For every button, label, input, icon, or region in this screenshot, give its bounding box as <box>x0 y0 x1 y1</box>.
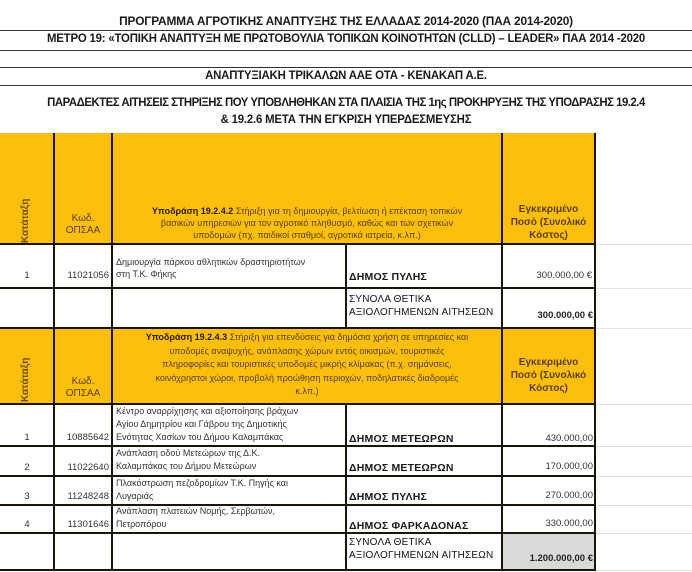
description-line: Ανάπλαση πλατειών Νομής, Σερβωτών, <box>116 506 276 516</box>
amount-cell: 170.000,00 <box>545 461 593 472</box>
rank-cell: 3 <box>24 491 30 502</box>
totals-label-line2: ΑΞΙΟΛΟΓΗΜΕΝΩΝ ΑΙΤΗΣΕΩΝ <box>349 550 494 561</box>
amount-header-line3: Κόστος) <box>529 383 568 394</box>
border-line <box>0 445 596 447</box>
doc-title-line1: ΠΡΟΓΡΑΜΜΑ ΑΓΡΟΤΙΚΗΣ ΑΝΑΠΤΥΞΗΣ ΤΗΣ ΕΛΛΑΔΑΣ 2014-2020 (ΠΑΑ 2014-2020) <box>119 14 573 28</box>
rank-cell: 4 <box>24 519 30 530</box>
amount-header-line1: Εγκεκριμένο <box>518 357 579 368</box>
organization-name: ΑΝΑΠΤΥΞΙΑΚΗ ΤΡΙΚΑΛΩΝ ΑΑΕ ΟΤΑ - ΚΕΝΑΚΑΠ Α.Ε. <box>205 70 487 82</box>
subaction-code: Υποδράση 19.2.4.2 <box>151 206 234 216</box>
doc-title-line2: ΜΕΤΡΟ 19: «ΤΟΠΙΚΗ ΑΝΑΠΤΥΞΗ ΜΕ ΠΡΩΤΟΒΟΥΛΙΑ ΤΟΠΙΚΩΝ ΚΟΙΝΟΤΗΤΩΝ (CLLD) – LEADER» ΠΑΑ 2014 -2020 <box>46 33 646 45</box>
description-line: Πετροπόρου <box>116 519 167 529</box>
subaction-desc-line: υποδομές αναψυχής, ανάπλασης χώρων εντός οικισμών, τουριστικές <box>169 345 445 356</box>
code-cell: 11022640 <box>67 462 109 473</box>
subaction-desc-line: πληροφορίες και τουριστικές υποδομές μικρής κλίμακας (π.χ. σημάνσεις, <box>162 359 452 369</box>
border-line <box>0 504 596 506</box>
rank-cell: 1 <box>24 432 30 443</box>
subaction-title <box>112 205 502 241</box>
beneficiary-cell: ΔΗΜΟΣ ΠΥΛΗΣ <box>349 271 427 283</box>
beneficiary-cell: ΔΗΜΟΣ ΜΕΤΕΩΡΩΝ <box>349 433 454 445</box>
totals-amount-cell-bg <box>502 533 595 570</box>
amount-header-line3: Κόστος) <box>529 230 568 241</box>
subaction-desc-line: Στήριξη για τη δημιουργία, βελτίωση ή επέκταση τοπικών <box>233 206 463 216</box>
totals-amount: 300.000,00 € <box>537 310 593 321</box>
description-line: Κέντρο αναρρίχησης και αξιοποίησης βράχων <box>116 406 299 416</box>
code-cell: 10885642 <box>66 432 109 443</box>
description-cell <box>116 477 344 503</box>
grid-line <box>595 446 692 447</box>
border-line <box>0 569 596 571</box>
border-line <box>0 287 596 289</box>
border-line <box>0 243 596 245</box>
subaction-title <box>112 331 502 399</box>
description-cell <box>116 257 344 280</box>
border-line <box>0 327 596 329</box>
amount-header-line2: Ποσό (Συνολικό <box>510 217 587 228</box>
totals-label <box>349 293 493 319</box>
title-divider <box>0 85 692 86</box>
subaction-desc-line: κ.λπ.) <box>295 386 319 396</box>
amount-header-line2: Ποσό (Συνολικό <box>510 370 587 381</box>
border-line <box>345 404 347 571</box>
grid-line <box>595 288 692 289</box>
amount-column-header <box>502 203 595 242</box>
title-divider <box>0 67 692 68</box>
totals-label-line2: ΑΞΙΟΛΟΓΗΜΕΝΩΝ ΑΙΤΗΣΕΩΝ <box>349 307 494 318</box>
amount-column-header <box>502 356 595 395</box>
description-line: Καλαμπάκας του Δήμου Μετεώρων <box>116 461 257 471</box>
code-header-line2: ΟΠΣΑΑ <box>65 225 101 236</box>
code-cell: 11248248 <box>67 491 109 502</box>
grid-line <box>595 505 692 506</box>
border-line <box>345 244 347 328</box>
amount-cell: 330.000,00 <box>545 518 593 529</box>
title-divider <box>0 30 692 31</box>
description-line: στη Τ.Κ. Φήκης <box>116 268 177 279</box>
description-cell <box>116 405 344 444</box>
subaction-desc-line: βασικών υπηρεσιών για τον αγροτικό πληθυσμό, καθώς και των σχετικών <box>160 218 454 228</box>
table-caption-line1: ΠΑΡΑΔΕΚΤΕΣ ΑΙΤΗΣΕΙΣ ΣΤΗΡΙΞΗΣ ΠΟΥ ΥΠΟΒΛΗΘΗΚΑΝ ΣΤΑ ΠΛΑΙΣΙΑ ΤΗΣ 1ης ΠΡΟΚΗΡΥΞΗΣ ΤΗΣ ΥΠΟΔΡΑΣΗΣ 19.2.4 <box>47 97 645 109</box>
subaction-desc-line: Στήριξη για επενδύσεις για δημόσια χρήση σε υπηρεσίες και <box>227 332 469 342</box>
rank-column-header: Κατάταξη <box>20 357 31 402</box>
grid-line <box>595 244 692 245</box>
code-header-line1: Κωδ. <box>71 213 95 224</box>
subaction-desc-line: υποδομών (πχ. παιδικοί σταθμοί, αγροτικά ιατρεία, κ.λπ.) <box>193 230 421 240</box>
description-cell <box>116 505 344 531</box>
code-column-header <box>54 213 112 237</box>
grid-line <box>595 404 692 405</box>
description-line: Δημιουργία πάρκου αθλητικών δραστηριοτήτων <box>116 257 306 267</box>
amount-header-line1: Εγκεκριμένο <box>518 204 579 215</box>
description-line: Αγίου Δημητρίου και Γάβρου της Δημοτικής <box>116 419 287 429</box>
rank-cell: 2 <box>24 462 30 473</box>
description-line: Λυγαριάς <box>116 491 154 501</box>
description-line: Ενότητας Χασίων του Δήμου Καλαμπάκας <box>116 432 284 442</box>
subaction-code: Υποδράση 19.2.4.3 <box>145 332 228 342</box>
code-header-line2: ΟΠΣΑΑ <box>65 388 101 399</box>
description-cell <box>116 447 344 473</box>
amount-cell: 270.000,00 <box>545 490 593 501</box>
totals-label-line1: ΣΥΝΟΛΑ ΘΕΤΙΚΑ <box>349 537 432 548</box>
rank-column-header: Κατάταξη <box>20 198 31 243</box>
amount-cell: 300.000,00 € <box>536 270 592 281</box>
rank-cell: 1 <box>24 270 30 281</box>
totals-label-line1: ΣΥΝΟΛΑ ΘΕΤΙΚΑ <box>349 294 432 305</box>
border-line <box>0 403 596 405</box>
totals-label <box>349 536 493 562</box>
beneficiary-cell: ΔΗΜΟΣ ΦΑΡΚΑΔΟΝΑΣ <box>349 520 469 532</box>
totals-amount: 1.200.000,00 € <box>529 553 593 564</box>
border-line <box>0 532 596 534</box>
code-cell: 11021056 <box>67 270 109 281</box>
grid-line <box>595 328 692 329</box>
title-divider <box>0 50 692 51</box>
description-line: Πλακόστρωση πεζοδρομίων Τ.Κ. Πηγής και <box>116 478 289 488</box>
code-cell: 11301646 <box>67 519 109 530</box>
description-line: Ανάπλαση οδού Μετεώρων της Δ.Κ. <box>116 448 260 458</box>
beneficiary-cell: ΔΗΜΟΣ ΜΕΤΕΩΡΩΝ <box>349 462 454 474</box>
subaction-desc-line: κοινόχρηστοι χώροι, προβολή προώθηση περιοχών, ποδηλατικές διαδρομές <box>155 372 459 383</box>
amount-cell: 430.000,00 <box>545 433 593 444</box>
beneficiary-cell: ΔΗΜΟΣ ΠΥΛΗΣ <box>349 491 427 503</box>
code-column-header <box>54 376 112 400</box>
grid-line <box>595 533 692 534</box>
grid-line <box>595 570 692 571</box>
table-caption-line2: & 19.2.6 ΜΕΤΑ ΤΗΝ ΕΓΚΡΙΣΗ ΥΠΕΡΔΕΣΜΕΥΣΗΣ <box>220 114 472 126</box>
grid-line <box>595 476 692 477</box>
code-header-line1: Κωδ. <box>71 376 95 387</box>
border-line <box>0 475 596 477</box>
